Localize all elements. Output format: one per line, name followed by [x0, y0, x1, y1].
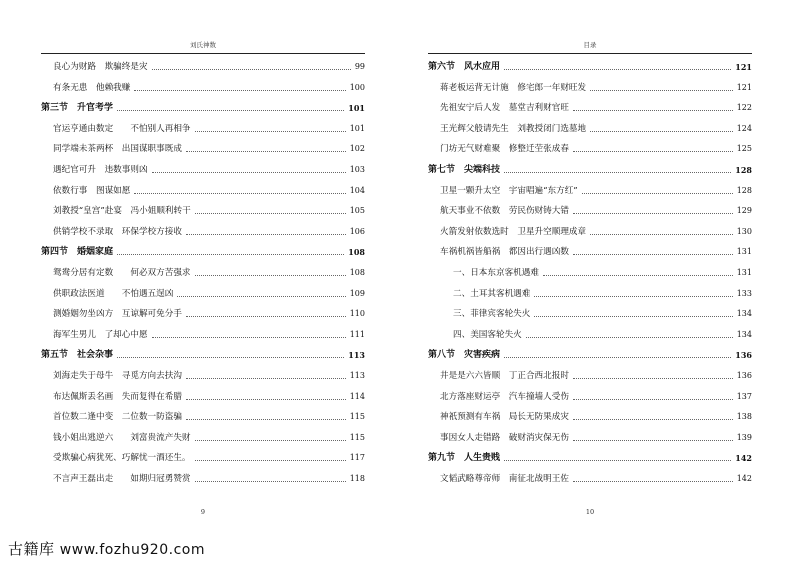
- toc-entry: [41, 429, 365, 443]
- toc-entry: [428, 243, 752, 257]
- toc-entry-page: 124: [736, 123, 752, 133]
- toc-entry: [428, 202, 752, 216]
- toc-entry-title: 门坊无气财难聚 修整迁茔张成春: [428, 144, 571, 154]
- toc-entry-title: 第七节 尖端科技: [428, 165, 501, 175]
- toc-entry: [428, 120, 752, 134]
- toc-entry-page: 122: [736, 103, 752, 113]
- toc-entry: [41, 58, 365, 72]
- dot-leader: [573, 378, 733, 379]
- toc-entry: [41, 223, 365, 237]
- toc-entry-page: 131: [736, 247, 752, 257]
- toc-entry-page: 128: [735, 165, 752, 175]
- toc-entry-title: 首位数二逢中变 二位数一防盗骗: [41, 412, 184, 422]
- toc-entry: [41, 408, 365, 422]
- dot-leader: [573, 440, 733, 441]
- site-watermark: [8, 538, 205, 559]
- toc-entry-title: 第三节 升官考学: [41, 103, 114, 114]
- dot-leader: [152, 172, 346, 173]
- toc-entry-title: 钱小姐出逃逆六 刘富贵流产失财: [41, 433, 193, 443]
- toc-entry-title: 二、土耳其客机遇难: [428, 289, 532, 299]
- toc-entry-title: 卫星一颗升太空 宇宙唱遍“东方红”: [428, 186, 580, 196]
- toc-entry-page: 134: [736, 309, 752, 319]
- toc-entry: [428, 182, 752, 196]
- toc-entry-title: 良心为财路 欺骗终是灾: [41, 62, 150, 72]
- toc-entry-title: 蒋老板运背无计施 修宅郎一年财旺发: [428, 83, 588, 93]
- toc-entry-page: 128: [736, 185, 752, 195]
- toc-entry-title: 第五节 社会杂事: [41, 350, 114, 361]
- toc-entry-title: 海军生男儿 了却心中愿: [41, 330, 150, 340]
- toc-entry-page: 113: [348, 350, 365, 361]
- toc-entry: [41, 326, 365, 340]
- toc-entry: [41, 449, 365, 463]
- toc-entry: [41, 202, 365, 216]
- header-rule: [41, 53, 365, 54]
- dot-leader: [195, 460, 346, 461]
- toc-entry-page: 142: [735, 453, 752, 464]
- toc-entry-page: 101: [349, 123, 365, 133]
- toc-section-heading: [428, 58, 752, 72]
- dot-leader: [152, 337, 346, 338]
- toc-entry-page: 134: [736, 329, 752, 339]
- toc-entry: [41, 470, 365, 484]
- page-number: 10: [585, 508, 595, 516]
- toc-entry-title: 受欺骗心病犹死、巧解忧一酒还生。: [41, 453, 193, 463]
- toc-section-heading: [41, 99, 365, 113]
- toc-entry: [41, 367, 365, 381]
- toc-entry-page: 113: [349, 371, 365, 380]
- toc-entry: [428, 326, 752, 340]
- toc-entry: [41, 79, 365, 93]
- dot-leader: [195, 213, 346, 214]
- toc-entry-title: 布达佩斯丢名画 失而复得在希腊: [41, 392, 184, 402]
- toc-entry-title: 测婚姻勿坐凶方 互谅解可免分手: [41, 309, 184, 319]
- dot-leader: [543, 275, 733, 276]
- toc-entry-title: 一、日本东京客机遇难: [428, 268, 541, 278]
- dot-leader: [117, 110, 344, 111]
- toc-entry-title: 不言声王磊出走 如期归冠勇赞赏: [41, 474, 193, 484]
- toc-entry-title: 三、菲律宾客轮失火: [428, 309, 532, 319]
- toc-entry-title: 第四节 婚姻家庭: [41, 247, 114, 258]
- toc-entry-title: 先祖安宁后人发 墓堂吉利财官旺: [428, 103, 571, 113]
- dot-leader: [573, 254, 733, 255]
- toc-entry-page: 142: [736, 474, 752, 483]
- dot-leader: [590, 234, 733, 235]
- toc-entry: [428, 305, 752, 319]
- toc-entry-page: 108: [348, 247, 365, 258]
- toc-entry: [41, 285, 365, 299]
- dot-leader: [186, 151, 346, 152]
- dot-leader: [134, 90, 345, 91]
- toc-section-heading: [428, 449, 752, 463]
- toc-section-heading: [41, 346, 365, 360]
- dot-leader: [573, 399, 733, 400]
- toc-entry-title: 刘教授“皇宫”赴宴 冯小姐顺利转干: [41, 206, 193, 216]
- running-head: 刘氏神数: [190, 41, 216, 49]
- toc-entry-title: 鸳鸯分居有定数 何必双方苦强求: [41, 268, 193, 278]
- dot-leader: [573, 213, 733, 214]
- toc-entry-page: 104: [349, 185, 365, 195]
- toc-entry-title: 第六节 风水应用: [428, 62, 501, 72]
- dot-leader: [117, 357, 344, 358]
- toc-entry: [428, 470, 752, 484]
- page-number: 9: [200, 508, 206, 516]
- toc-entry-page: 125: [736, 144, 752, 154]
- dot-leader: [195, 275, 346, 276]
- toc-entry-page: 131: [736, 268, 752, 277]
- toc-entry-page: 117: [349, 453, 365, 463]
- dot-leader: [152, 69, 351, 70]
- dot-leader: [186, 316, 346, 317]
- toc-entry: [428, 223, 752, 237]
- toc-entry: [428, 367, 752, 381]
- dot-leader: [134, 193, 345, 194]
- toc-entry-page: 138: [736, 412, 752, 422]
- toc-entry-page: 109: [349, 288, 365, 298]
- header-rule: [428, 53, 752, 54]
- toc-entry-page: 114: [349, 391, 365, 401]
- toc-entry-page: 99: [354, 62, 365, 71]
- dot-leader: [573, 110, 733, 111]
- toc-section-heading: [428, 161, 752, 175]
- dot-leader: [186, 419, 346, 420]
- dot-leader: [573, 481, 733, 482]
- toc-entry: [41, 264, 365, 278]
- dot-leader: [504, 172, 731, 173]
- toc-entry-title: 有条无患 他赖我赚: [41, 83, 132, 93]
- toc-entry-page: 102: [349, 144, 365, 154]
- toc-entry-page: 100: [349, 82, 365, 92]
- toc-entry-title: 遇纪官可升 违数事则凶: [41, 165, 150, 175]
- toc-entry-page: 105: [349, 206, 365, 216]
- dot-leader: [117, 254, 344, 255]
- left-page: [41, 30, 365, 520]
- toc-entry-page: 136: [735, 350, 752, 361]
- dot-leader: [590, 90, 733, 91]
- toc-entry-title: 王光辉父般请先生 刘教授闭门选墓地: [428, 124, 588, 134]
- dot-leader: [504, 357, 731, 358]
- toc-entry-title: 第九节 人生贵贱: [428, 453, 501, 464]
- dot-leader: [573, 419, 733, 420]
- watermark-brand: 古籍库: [8, 540, 55, 558]
- toc-entry: [428, 140, 752, 154]
- dot-leader: [526, 337, 733, 338]
- toc-entry-title: 供职政法医道 不怕遇五逞凶: [41, 289, 175, 299]
- dot-leader: [177, 296, 345, 297]
- watermark-url: www.fozhu920.com: [59, 542, 205, 558]
- toc-entry: [428, 99, 752, 113]
- toc-entry: [428, 388, 752, 402]
- toc-entry-title: 第八节 灾害疾病: [428, 350, 501, 361]
- dot-leader: [186, 234, 346, 235]
- toc-entry-page: 139: [736, 432, 752, 442]
- toc-entry-page: 121: [736, 82, 752, 92]
- toc-entry-page: 130: [736, 226, 752, 236]
- toc-entry-page: 108: [349, 268, 365, 277]
- toc-entry-page: 106: [349, 226, 365, 236]
- toc-entry-page: 103: [349, 165, 365, 174]
- running-head: 目录: [583, 41, 597, 49]
- dot-leader: [186, 378, 346, 379]
- dot-leader: [195, 440, 346, 441]
- toc-section-heading: [41, 243, 365, 257]
- dot-leader: [590, 131, 733, 132]
- toc-entry-title: 事因女人走错路 破财消灾保无伤: [428, 433, 571, 443]
- toc-entry-title: 井是是六六皆顺 丁正合西北报时: [428, 371, 571, 381]
- toc-entry-page: 133: [736, 288, 752, 298]
- toc-entry-page: 115: [349, 432, 365, 442]
- toc-entry: [41, 182, 365, 196]
- toc-entry-page: 136: [736, 371, 752, 380]
- toc-entry-title: 官运亨通由数定 不怕别人再相争: [41, 124, 193, 134]
- toc-entry-title: 北方落座财运亭 汽车撞墙人受伤: [428, 392, 571, 402]
- toc-entry-title: 依数行事 图谋如愿: [41, 186, 132, 196]
- toc-entry-title: 供销学校不录取 环保学校方接收: [41, 227, 184, 237]
- toc-entry: [428, 264, 752, 278]
- toc-entry-page: 115: [349, 412, 365, 422]
- toc-entry-title: 神祇预测有车祸 局长无防果成灾: [428, 412, 571, 422]
- toc-entry: [428, 429, 752, 443]
- toc-entry-page: 121: [735, 62, 752, 72]
- toc-entry-page: 101: [348, 103, 365, 114]
- toc-entry-page: 137: [736, 391, 752, 401]
- toc-entry: [428, 408, 752, 422]
- dot-leader: [573, 151, 733, 152]
- dot-leader: [195, 131, 346, 132]
- toc-entry-page: 110: [349, 309, 365, 319]
- dot-leader: [186, 399, 346, 400]
- toc-entry-title: 四、美国客轮失火: [428, 330, 524, 340]
- dot-leader: [534, 296, 732, 297]
- toc-entry-title: 刘海走失于母牛 寻觅方向去扶沟: [41, 371, 184, 381]
- dot-leader: [504, 69, 731, 70]
- right-page: [428, 30, 752, 520]
- toc-entry: [41, 140, 365, 154]
- toc-entry: [428, 79, 752, 93]
- toc-entry-page: 118: [349, 474, 365, 483]
- toc-entry-title: 航天事业不依数 劳民伤财铸大错: [428, 206, 571, 216]
- toc-entry-title: 文韬武略尊帝师 南征北战明王佐: [428, 474, 571, 484]
- toc-entry-title: 同学端未茶两杯 出国谋职事既成: [41, 144, 184, 154]
- dot-leader: [534, 316, 732, 317]
- toc-entry-title: 火箭发射依数选时 卫星升空顺理成章: [428, 227, 588, 237]
- toc-entry-title: 车祸机祸皆船祸 都因出行遇凶数: [428, 247, 571, 257]
- dot-leader: [504, 460, 731, 461]
- toc-entry: [41, 305, 365, 319]
- toc-entry: [428, 285, 752, 299]
- toc-section-heading: [428, 346, 752, 360]
- toc-entry-page: 111: [349, 329, 365, 339]
- toc-entry: [41, 120, 365, 134]
- dot-leader: [582, 193, 733, 194]
- toc-entry: [41, 161, 365, 175]
- dot-leader: [195, 481, 346, 482]
- toc-entry: [41, 388, 365, 402]
- toc-entry-page: 129: [736, 206, 752, 216]
